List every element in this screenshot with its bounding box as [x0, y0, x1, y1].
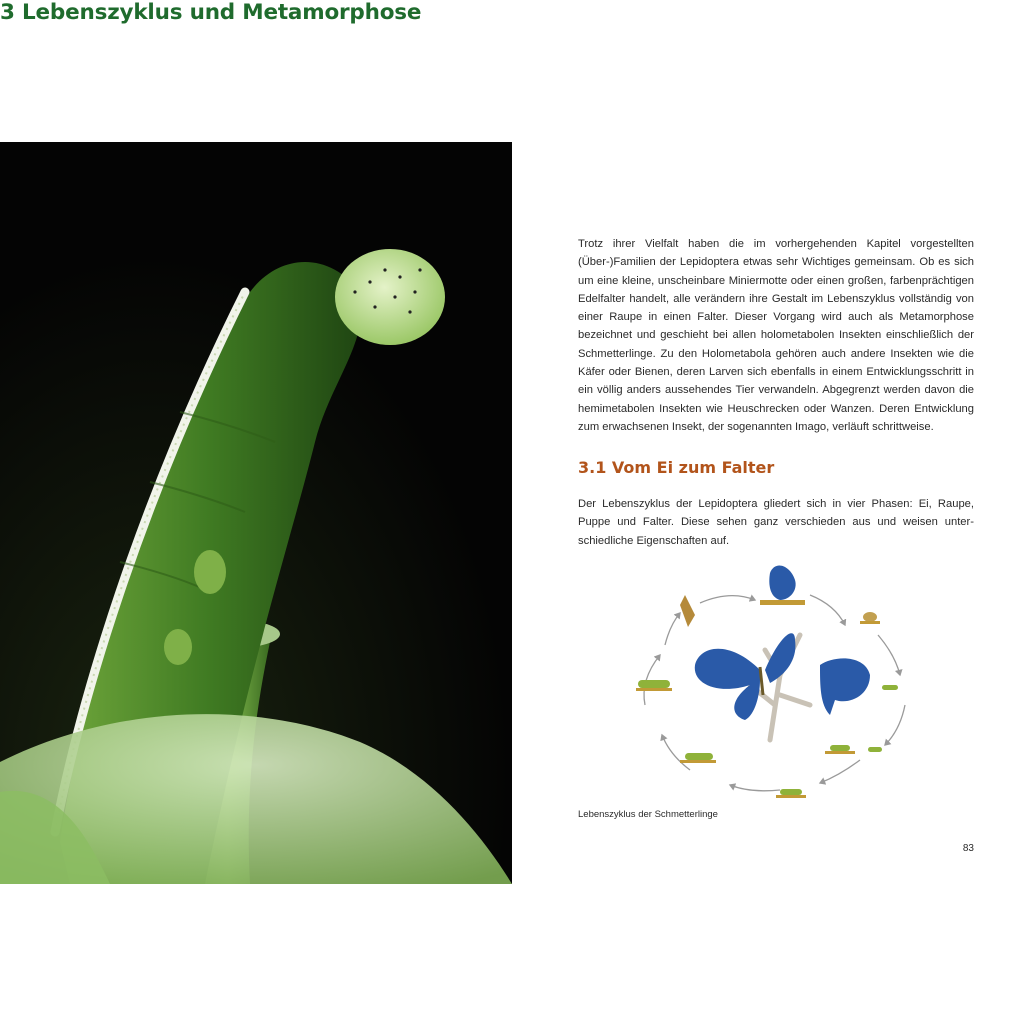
life-cycle-illustration [620, 555, 920, 805]
section-title: 3.1 Vom Ei zum Falter [578, 458, 775, 477]
phases-paragraph: Der Lebenszyklus der Lepidoptera gliedert sich in vier Phasen: Ei, Raupe, Puppe und Falter. Diese sehen ganz verschieden aus und weisen unterschiedliche Eigenschaften auf. [578, 498, 974, 547]
figure-caption: Lebenszyklus der Schmetterlinge [578, 809, 718, 820]
butterfly-icon [695, 633, 870, 720]
intro-paragraph: Trotz ihrer Vielfalt haben die im vorhergehenden Kapitel vorgestellten (Über-)Familien der Lepidoptera etwas sehr Wichtiges gemeinsam. Ob es sich um eine kleine, unscheinbare Miniermotte oder einen großen, farbenprächtigen Edelfalter handelt, alle verändern ihre Gestalt im Lebenszyklus vollständig von einer Raupe in einen Falter. Dieser Vorgang wird auch als Metamorphose bezeichnet und geschieht bei allen holometabolen Insekten einschließlich der Schmetterlinge. Zu den Holometabola gehören auch andere Insekten wie die Käfer oder Bienen, deren Larven sich ebenfalls in einem Entwicklungsschritt in ein völlig anders aussehendes Tier verwandeln. Abgegrenzt werden davon die hemimetabolen Insekten wie Heuschrecken oder Wanzen. Deren Entwicklung zum erwachsenen Insekt, der sogenannten Imago, verläuft schrittweise. [578, 238, 974, 433]
chapter-title: 3 Lebenszyklus und Metamorphose [0, 0, 422, 25]
page-number: 83 [962, 843, 974, 854]
caterpillar-photo [0, 142, 512, 884]
